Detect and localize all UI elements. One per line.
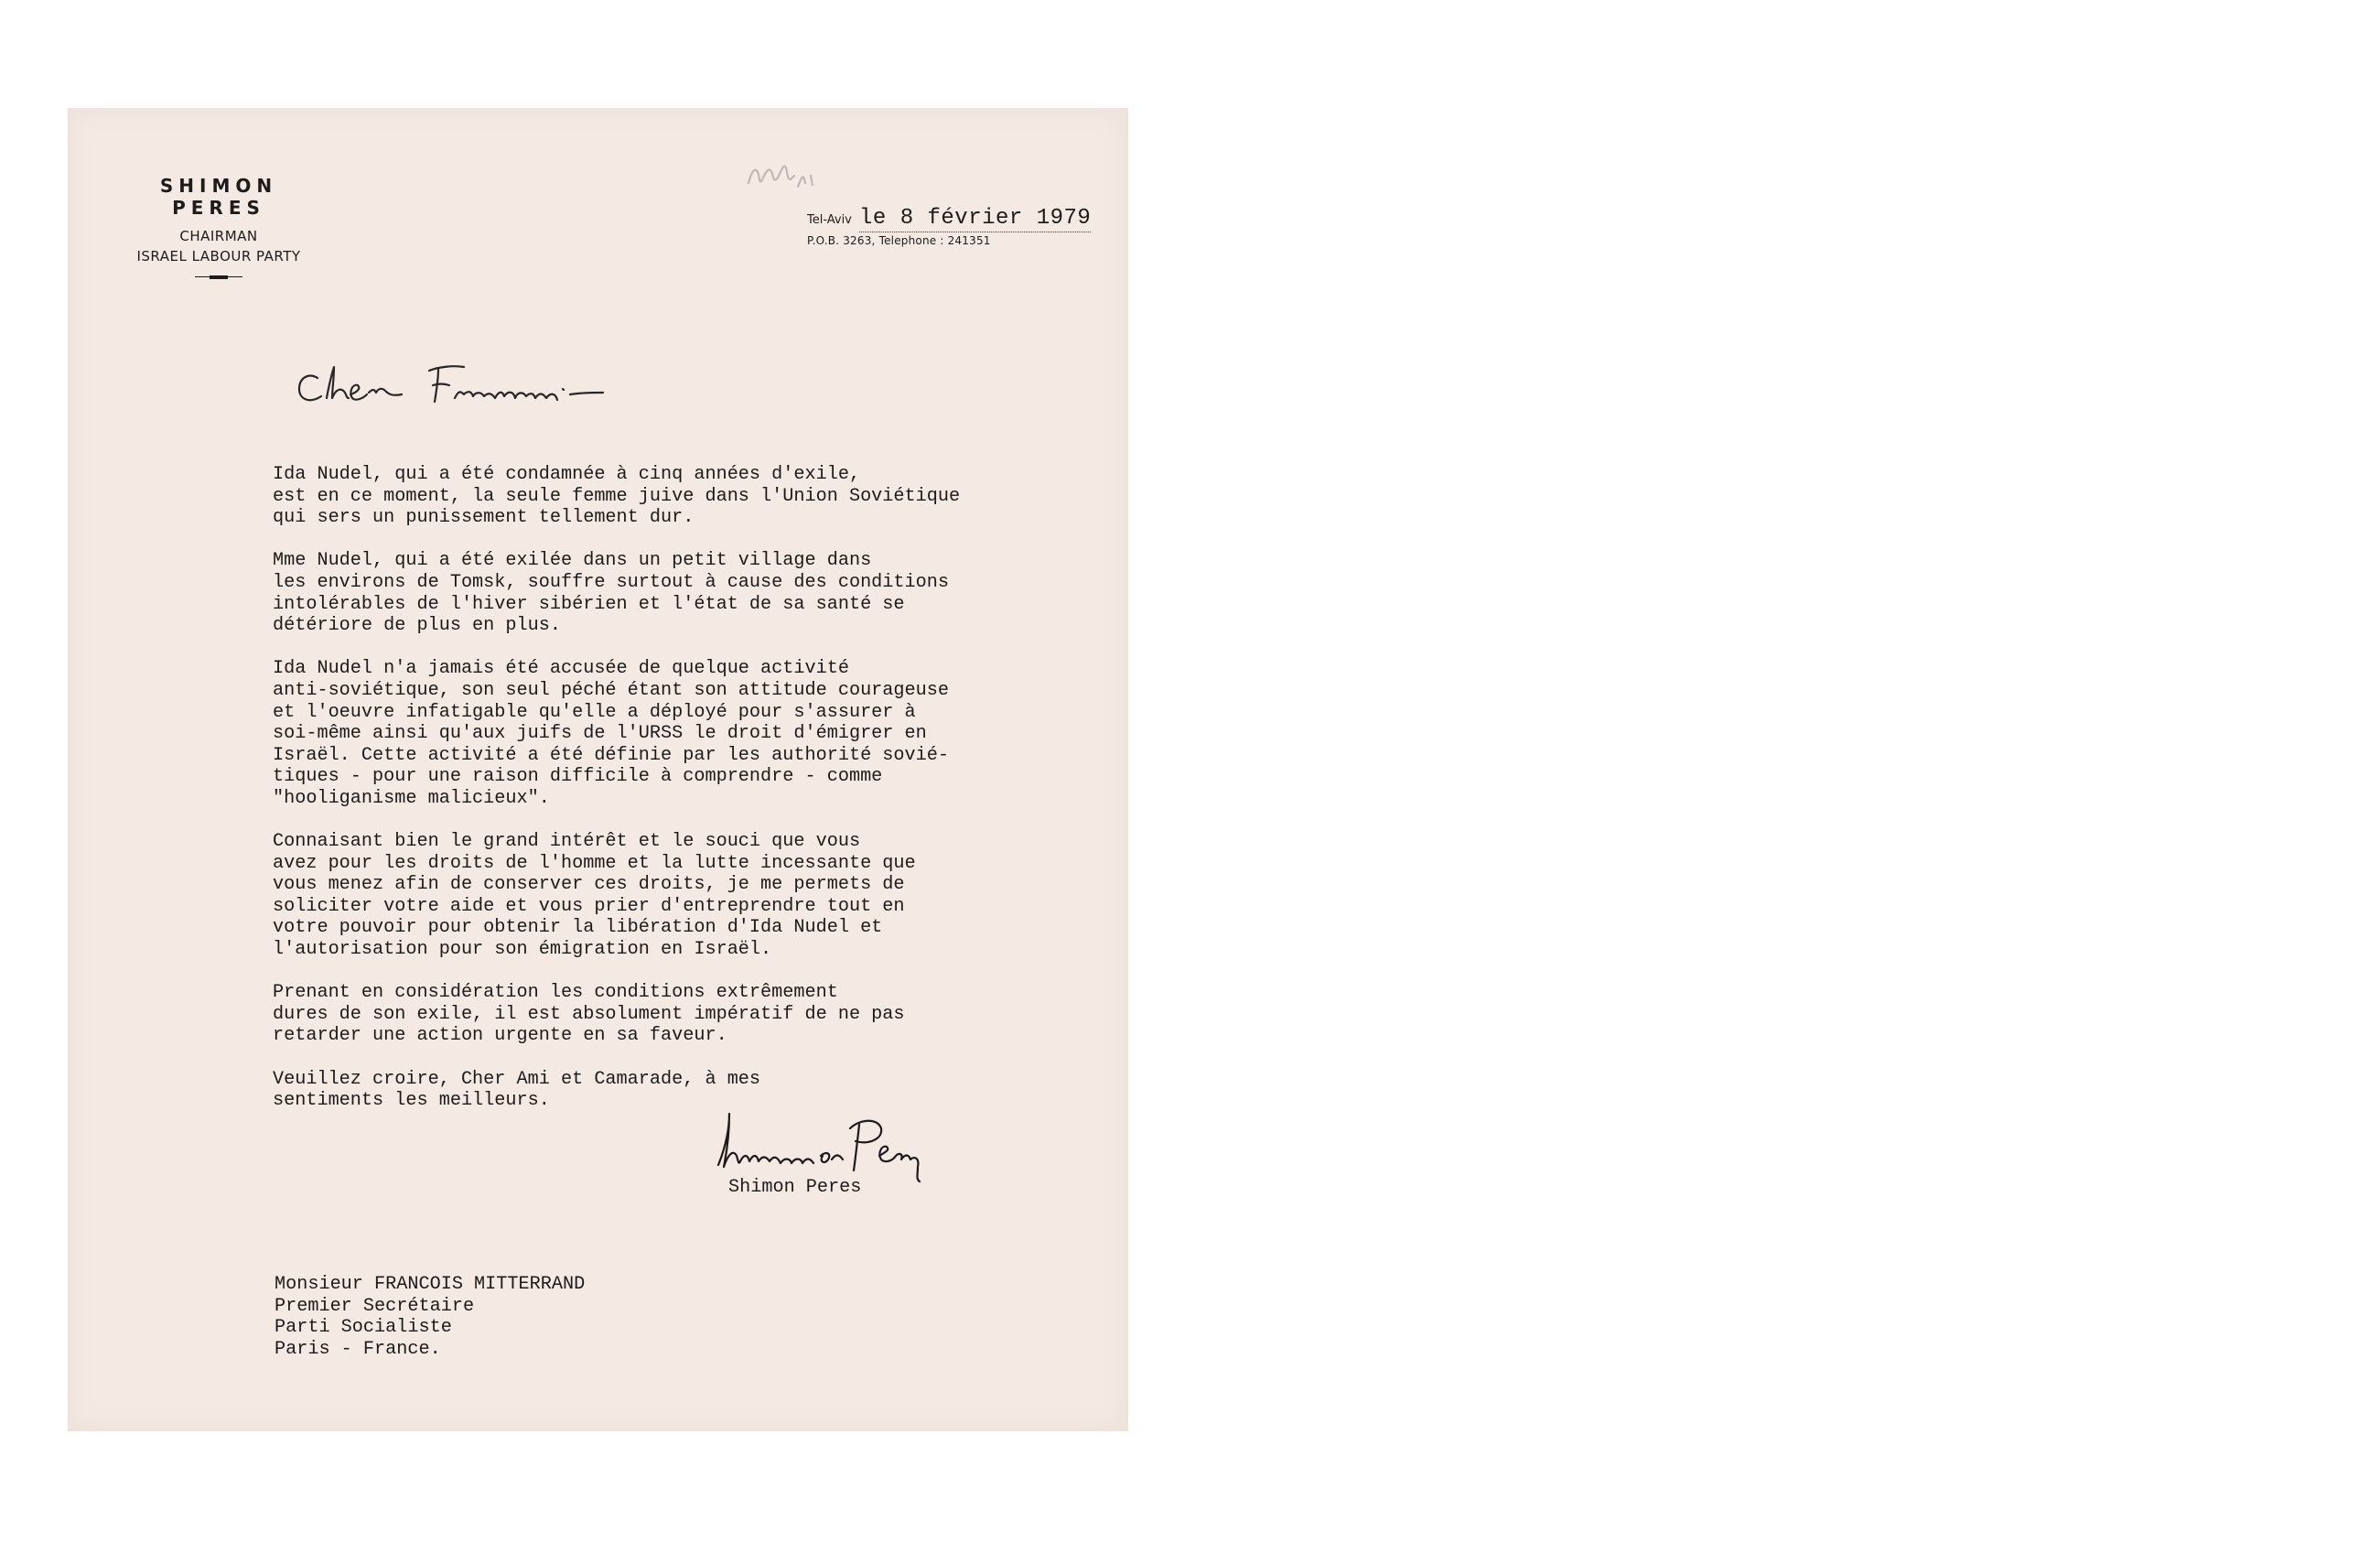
recipient-address [275, 1274, 585, 1360]
letterhead-organization: ISRAEL LABOUR PARTY [136, 248, 301, 264]
body-paragraph-3: Ida Nudel n'a jamais été accusée de quelque activité anti-soviétique, son seul péché étant son attitude courageuse et l'oeuvre infatigable qu'elle a déployé pour s'assurer à soi-même ainsi qu'aux juifs de l'URSS le droit d'émigrer en Israël. Cette activité a été définie par les authorité sovié- tiques - pour une raison difficile à comprendre - comme "hooliganisme malicieux". [273, 658, 949, 809]
dateline-place: Tel-Aviv [807, 213, 852, 227]
body-paragraph-5: Prenant en considération les conditions extrêmement dures de son exile, il est absolument impératif de ne pas retarder une action urgente en sa faveur. [273, 982, 905, 1047]
letterhead-title: CHAIRMAN [179, 228, 258, 244]
body-paragraph-1: Ida Nudel, qui a été condamnée à cinq années d'exile, est en ce moment, la seule femme juive dans l'Union Soviétique qui sers un punissement tellement dur. [273, 464, 961, 529]
dateline-contact: P.O.B. 3263, Telephone : 241351 [807, 234, 991, 247]
handwritten-salutation [292, 351, 704, 424]
dateline-date: le 8 février 1979 [858, 206, 1092, 231]
address-line: Monsieur FRANCOIS MITTERRAND [275, 1274, 586, 1295]
body-paragraph-2: Mme Nudel, qui a été exilée dans un petit village dans les environs de Tomsk, souffre surtout à cause des conditions intolérables de l'hiver sibérien et l'état de sa santé se détériore de plus en plus. [273, 550, 949, 637]
address-line: Premier Secrétaire [275, 1295, 475, 1317]
body-paragraph-4: Connaisant bien le grand intérêt et le souci que vous avez pour les droits de l'homme et la lutte incessante que vous menez afin de conserver ces droits, je me permets de soliciter votre aide et vous prier d'entreprendre tout en votre pouvoir pour obtenir la libération d'Ida Nudel et l'autorisation pour son émigration en Israël. [273, 831, 916, 961]
letterhead [113, 175, 324, 279]
dateline [807, 206, 1109, 247]
typed-signature-name: Shimon Peres [728, 1177, 862, 1198]
pencil-annotation-mark [745, 152, 818, 198]
letter-body [273, 464, 1115, 1112]
letterhead-name: SHIMON PERES [159, 175, 278, 219]
handwritten-signature [713, 1101, 951, 1188]
letterhead-rule [195, 275, 242, 279]
closing-paragraph: Veuillez croire, Cher Ami et Camarade, à mes sentiments les meilleurs. [273, 1068, 761, 1112]
address-line: Parti Socialiste [275, 1317, 452, 1339]
address-line: Paris - France. [275, 1338, 441, 1360]
letter-page [68, 108, 1128, 1431]
